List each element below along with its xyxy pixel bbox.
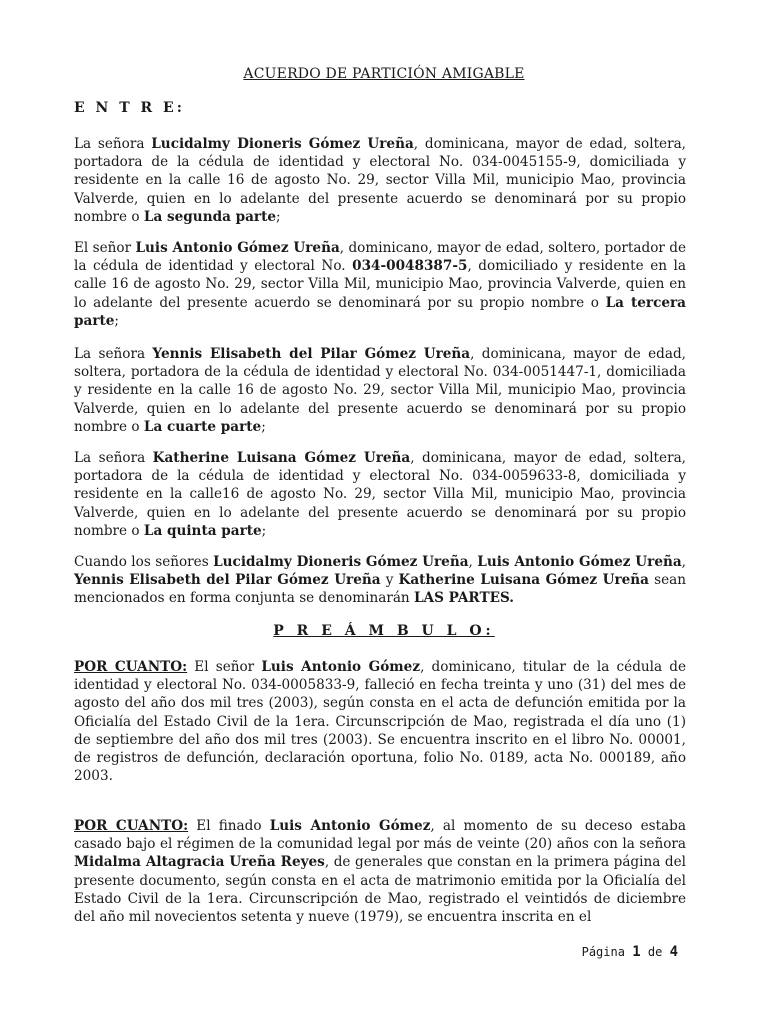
party-name: Katherine Luisana Gómez Ureña (152, 450, 411, 466)
paragraph-segunda-parte (74, 135, 686, 226)
text: ; (261, 418, 266, 435)
text: , al momento de su deceso estaba casado bajo el régimen de la comunidad legal por más de veinte (20) años con la señora (74, 818, 686, 853)
text: , dominicana, mayor de edad, soltera, portadora de la cédula de identidad y electoral No. 034-0045155-9, domiciliada y residente en la calle 16 de agosto No. 29, sector Villa Mil, municipio Mao, provincia Valverde, quien en lo adelante del presente acuerdo se denominará por su propio nombre o (74, 136, 686, 225)
entre-heading: E N T R E: (74, 100, 185, 116)
of-label: de (647, 945, 663, 959)
party-name: Lucidalmy Dioneris Gómez Ureña (151, 136, 414, 152)
party-alias: La cuarte parte (143, 418, 262, 435)
text: y (380, 572, 399, 589)
party-alias: LAS PARTES. (414, 590, 515, 607)
text: El finado (188, 818, 270, 834)
por-cuanto-label: POR CUANTO: (74, 659, 188, 675)
party-name: Luis Antonio Gómez Ureña (477, 554, 682, 570)
text: , de generales que constan en la primera página del presente documento, según consta en el acta de matrimonio emitida por la Oficialía del Estado Civil de la 1era. Circunscripción de Mao, registrado el veintidós de diciembre del año mil novecientos setenta y nueve (1979), se encuentra inscrita en el (74, 854, 686, 926)
party-name: Yennis Elisabeth del Pilar Gómez Ureña (74, 572, 381, 589)
por-cuanto-label: POR CUANTO: (74, 818, 189, 834)
total-pages: 4 (669, 944, 678, 960)
paragraph-por-cuanto-1 (74, 658, 686, 785)
person-name: Luis Antonio Gómez (261, 659, 421, 675)
page-number-footer (582, 944, 678, 960)
party-name: Katherine Luisana Gómez Ureña (398, 572, 649, 589)
text: La señora (74, 136, 152, 152)
preambulo-heading: P R E Á M B U L O: (273, 623, 495, 639)
document-title: ACUERDO DE PARTICIÓN AMIGABLE (243, 66, 525, 82)
paragraph-cuarte-parte (74, 345, 686, 436)
text: El señor (74, 240, 136, 256)
paragraph-por-cuanto-2 (74, 817, 686, 926)
paragraph-las-partes (74, 553, 686, 608)
paragraph-tercera-parte (74, 239, 686, 330)
text: , (681, 554, 686, 570)
cedula-number: 034-0048387-5 (352, 258, 468, 275)
text: La señora (74, 450, 153, 466)
text: , (468, 554, 478, 570)
text: La señora (74, 346, 153, 362)
text: sean mencionados en forma conjunta se denominarán (74, 572, 686, 607)
page-label: Página (581, 945, 625, 959)
text: , dominicano, titular de la cédula de identidad y electoral No. 034-0005833-9, falleció en fecha treinta y uno (31) del mes de agosto del año dos mil tres (2003), según consta en el acta de defunción emitida por la Oficialía del Estado Civil de la 1era. Circunscripción de Mao, registrada el día uno (1) de septiembre del año dos mil tres (2003). Se encuentra inscrito en el libro No. 00001, de registros de defunción, declaración oportuna, folio No. 0189, acta No. 000189, año 2003. (74, 659, 687, 785)
text: , domiciliado y residente en la calle 16 de agosto No. 29, sector Villa Mil, municipio Mao, provincia Valverde, quien en lo adelante del presente acuerdo se denominará por su propio nombre o (74, 258, 686, 311)
text: , dominicana, mayor de edad, soltera, portadora de la cédula de identidad y electoral No. 034-0059633-8, domiciliada y residente en la calle16 de agosto No. 29, sector Villa Mil, municipio Mao, provincia Valverde, quien en lo adelante del presente acuerdo se denominará por su propio nombre o (74, 450, 686, 539)
current-page: 1 (632, 944, 641, 960)
text: , dominicano, mayor de edad, soltero, portador de la cédula de identidad y electoral No. (74, 240, 686, 275)
party-alias: La segunda parte (143, 208, 277, 225)
person-name: Luis Antonio Gómez (269, 818, 431, 834)
party-name: Lucidalmy Dioneris Gómez Ureña (213, 554, 469, 570)
text: El señor (187, 659, 262, 675)
party-name: Yennis Elisabeth del Pilar Gómez Ureña (152, 346, 471, 362)
party-alias: La tercera parte (74, 294, 686, 329)
text: , dominicana, mayor de edad, soltera, portadora de la cédula de identidad y electoral No. 034-0051447-1, domiciliada y residente en la calle 16 de agosto No. 29, sector Villa Mil, municipio Mao, provincia Valverde, quien en lo adelante del presente acuerdo se denominará por su propio nombre o (74, 346, 686, 435)
text: ; (114, 312, 119, 329)
party-name: Luis Antonio Gómez Ureña (135, 240, 340, 256)
text: Cuando los señores (74, 554, 214, 570)
text: ; (261, 522, 267, 539)
paragraph-quinta-parte (74, 449, 686, 540)
party-alias: La quinta parte (143, 522, 262, 539)
spouse-name: Midalma Altagracia Ureña Reyes (74, 854, 325, 871)
text: ; (276, 208, 281, 225)
